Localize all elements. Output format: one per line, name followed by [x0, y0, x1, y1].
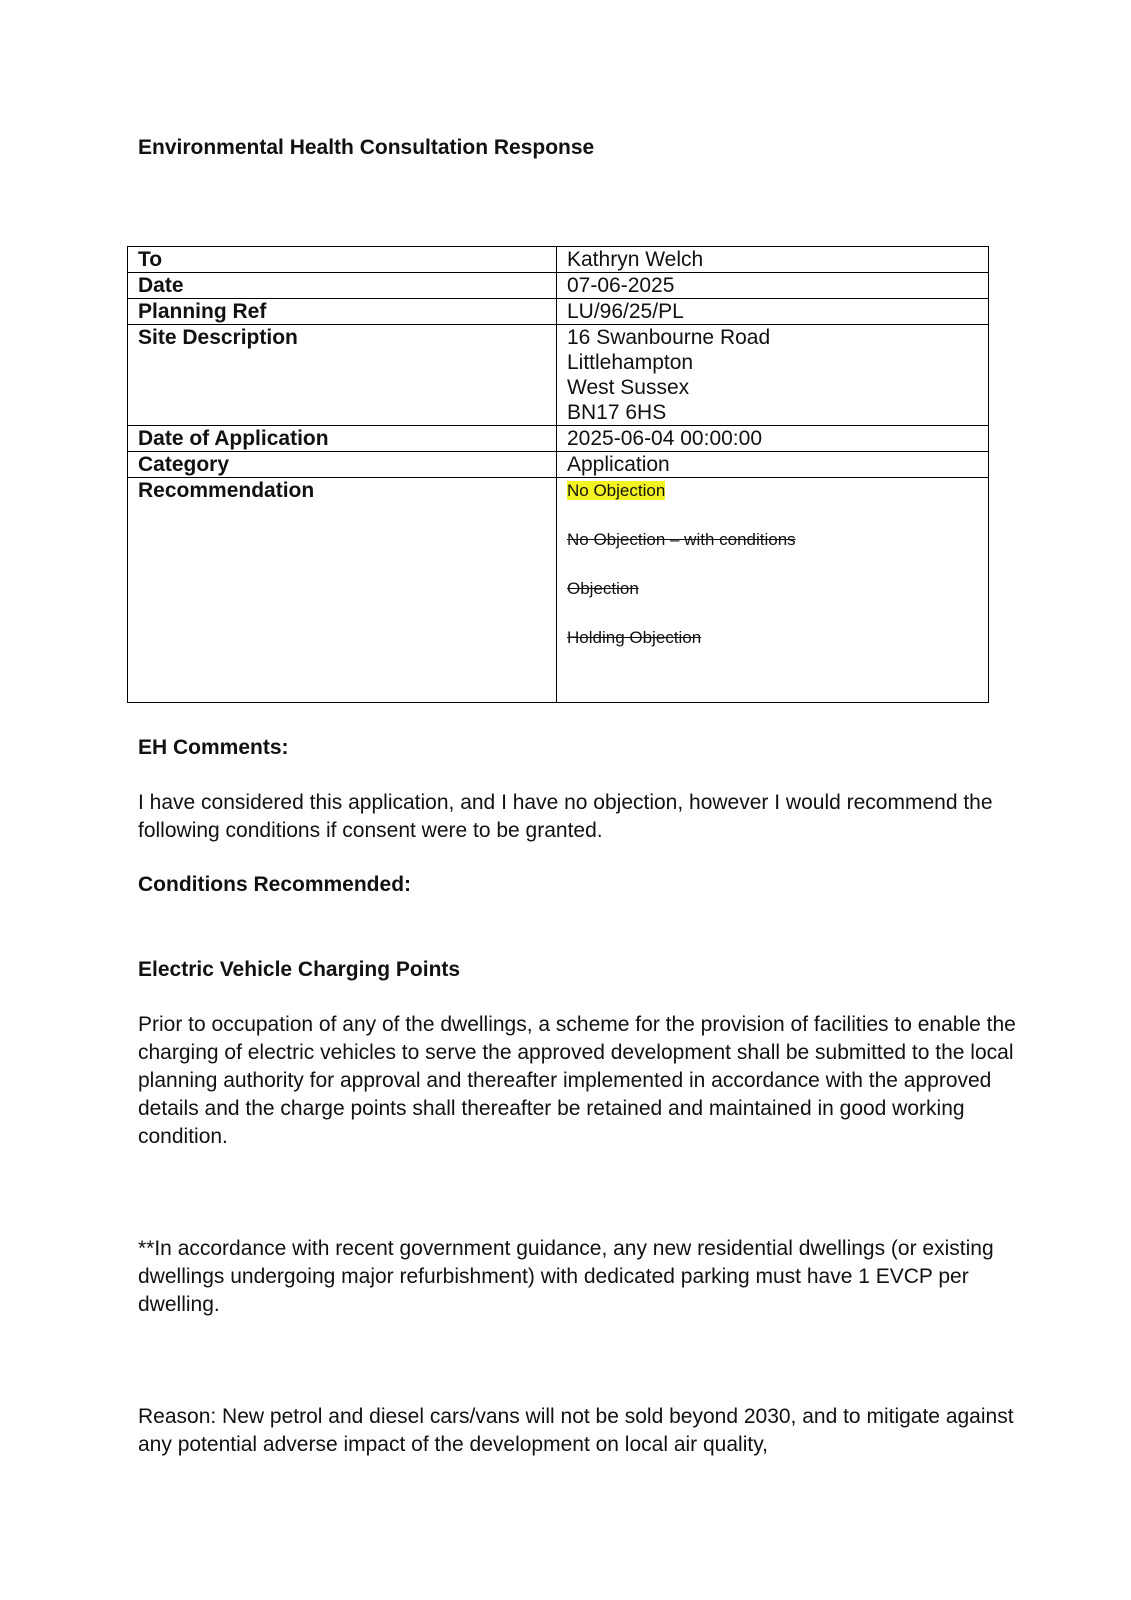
table-row — [128, 452, 989, 478]
date-label: Date — [128, 273, 557, 299]
eh-comments-text: I have considered this application, and I have no objection, however I would recommend the following conditions if consent were to be granted. — [138, 791, 993, 842]
to-label: To — [128, 247, 557, 273]
planning-ref-value: LU/96/25/PL — [557, 299, 989, 325]
table-row — [128, 325, 989, 426]
to-value: Kathryn Welch — [557, 247, 989, 273]
table-row — [128, 426, 989, 452]
site-description-value — [557, 325, 989, 426]
no-objection-highlighted: No Objection — [567, 481, 666, 500]
site-line: West Sussex — [567, 376, 690, 399]
table-row — [128, 478, 989, 703]
ev-charging-heading: Electric Vehicle Charging Points — [138, 958, 461, 981]
table-row — [128, 247, 989, 273]
guidance-text: **In accordance with recent government guidance, any new residential dwellings (or existing dwellings undergoing major refurbishment) with dedicated parking must have 1 EVCP per dwelling. — [138, 1237, 994, 1316]
site-line: 16 Swanbourne Road — [567, 326, 771, 349]
table-row — [128, 299, 989, 325]
table-row — [128, 273, 989, 299]
date-of-application-value: 2025-06-04 00:00:00 — [557, 426, 989, 452]
recommendation-option-struck: Objection — [567, 579, 639, 598]
site-description-label: Site Description — [128, 325, 557, 426]
date-value: 07-06-2025 — [557, 273, 989, 299]
recommendation-option-struck: No Objection – with conditions — [567, 530, 796, 549]
recommendation-option-struck: Holding Objection — [567, 628, 702, 647]
planning-ref-label: Planning Ref — [128, 299, 557, 325]
conditions-heading: Conditions Recommended: — [138, 873, 412, 896]
ev-condition-text: Prior to occupation of any of the dwellings, a scheme for the provision of facilities to enable the charging of electric vehicles to serve the approved development shall be submitted to the local planning authority for approval and thereafter implemented in accordance with the approved details and the charge points shall thereafter be retained and maintained in good working condition. — [138, 1013, 1016, 1148]
reason-text: Reason: New petrol and diesel cars/vans will not be sold beyond 2030, and to mitigate against any potential adverse impact of the development on local air quality, — [138, 1405, 1014, 1456]
site-line: BN17 6HS — [567, 401, 667, 424]
eh-comments-heading: EH Comments: — [138, 736, 289, 759]
recommendation-options — [557, 478, 989, 703]
category-value: Application — [557, 452, 989, 478]
consultation-table — [127, 246, 989, 703]
page-title: Environmental Health Consultation Response — [138, 136, 595, 159]
recommendation-option-selected — [567, 478, 978, 503]
category-label: Category — [128, 452, 557, 478]
date-of-application-label: Date of Application — [128, 426, 557, 452]
recommendation-label: Recommendation — [128, 478, 557, 703]
site-line: Littlehampton — [567, 351, 694, 374]
